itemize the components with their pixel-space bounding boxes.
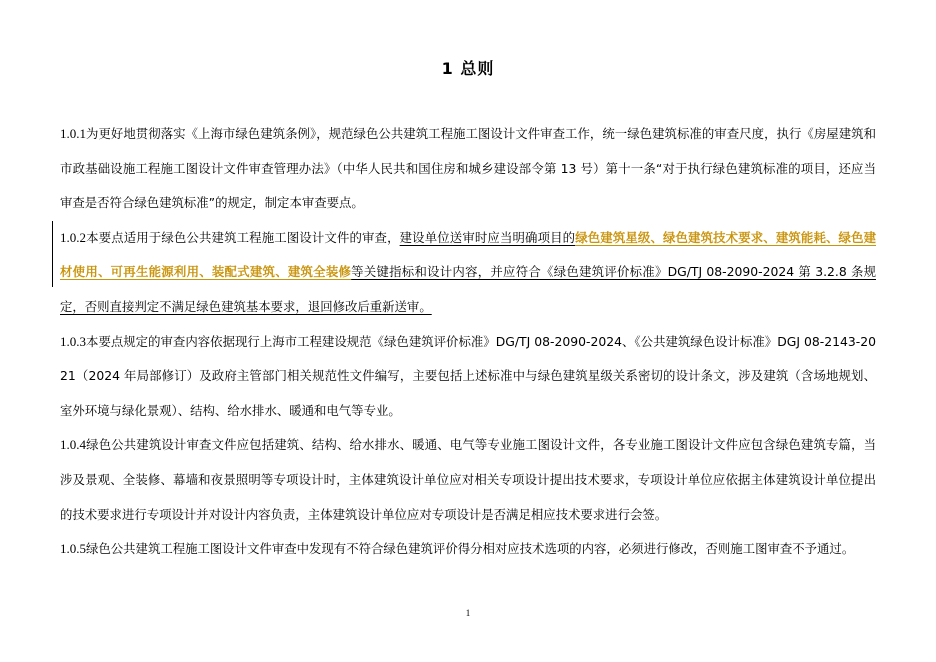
clause-1-0-5 xyxy=(60,532,876,567)
clause-text: 本要点规定的审查内容依据现行上海市工程建设规范《绿色建筑评价标准》DG/TJ 08-2090-2024、《公共建筑绿色设计标准》DGJ 08-2143-2021（2024 年局部修订）及政府主管部门相关规范性文件编写，主要包括上述标准中与绿色建筑星级关系密切的设计条文，涉及建筑（含场地规划、室外环境与绿化景观）、结构、给水排水、暖通和电气等专业。 xyxy=(60,333,876,418)
clause-1-0-3 xyxy=(60,325,876,429)
clause-text: 本要点适用于绿色公共建筑工程施工图设计文件的审查， xyxy=(86,229,400,245)
clause-text: 绿色公共建筑工程施工图设计文件审查中发现有不符合绿色建筑评价得分相对应技术选项的内容，必须进行修改，否则施工图审查不予通过。 xyxy=(86,541,855,557)
clause-number: 1.0.5 xyxy=(60,541,86,557)
clause-1-0-1 xyxy=(60,117,876,221)
underlined-text: 等关键指标和设计内容，并应符合《绿色建筑评价标准》DG/TJ 08-2090-2024 第 3.2.8 条规定，否则直接判定不满足绿色建筑基本要求，退回修改后重新送审。 xyxy=(60,264,876,314)
highlighted-key-indicators: 绿色建筑星级、绿色建筑技术要求、建筑能耗、绿色建材使用、可再生能源利用、装配式建筑、建筑全装修 xyxy=(60,229,877,280)
clause-1-0-2 xyxy=(60,221,876,325)
section-title: 1 总则 xyxy=(441,59,495,78)
clause-text: 绿色公共建筑设计审查文件应包括建筑、结构、给水排水、暖通、电气等专业施工图设计文件，各专业施工图设计文件应包含绿色建筑专篇，当涉及景观、全装修、幕墙和夜景照明等专项设计时，主体建筑设计单位应对相关专项设计提出技术要求，专项设计单位应依据主体建筑设计单位提出的技术要求进行专项设计并对设计内容负责，主体建筑设计单位应对专项设计是否满足相应技术要求进行会签。 xyxy=(60,437,876,522)
page-number: 1 xyxy=(465,608,471,618)
clause-number: 1.0.2 xyxy=(60,229,86,245)
clause-number: 1.0.3 xyxy=(60,333,86,349)
revision-change-bar xyxy=(52,221,53,287)
underlined-text: 建设单位送审时应当明确项目的 xyxy=(399,229,576,245)
clause-1-0-4 xyxy=(60,428,876,532)
clause-number: 1.0.1 xyxy=(60,126,86,141)
document-body xyxy=(60,117,876,567)
clause-text: 为更好地贯彻落实《上海市绿色建筑条例》，规范绿色公共建筑工程施工图设计文件审查工作，统一绿色建筑标准的审查尺度，执行《房屋建筑和市政基础设施工程施工图设计文件审查管理办法》（中华人民共和国住房和城乡建设部令第 13 号）第十一条“对于执行绿色建筑标准的项目，还应当审查是否符合绿色建筑标准”的规定，制定本审查要点。 xyxy=(60,126,876,211)
clause-number: 1.0.4 xyxy=(60,437,86,453)
